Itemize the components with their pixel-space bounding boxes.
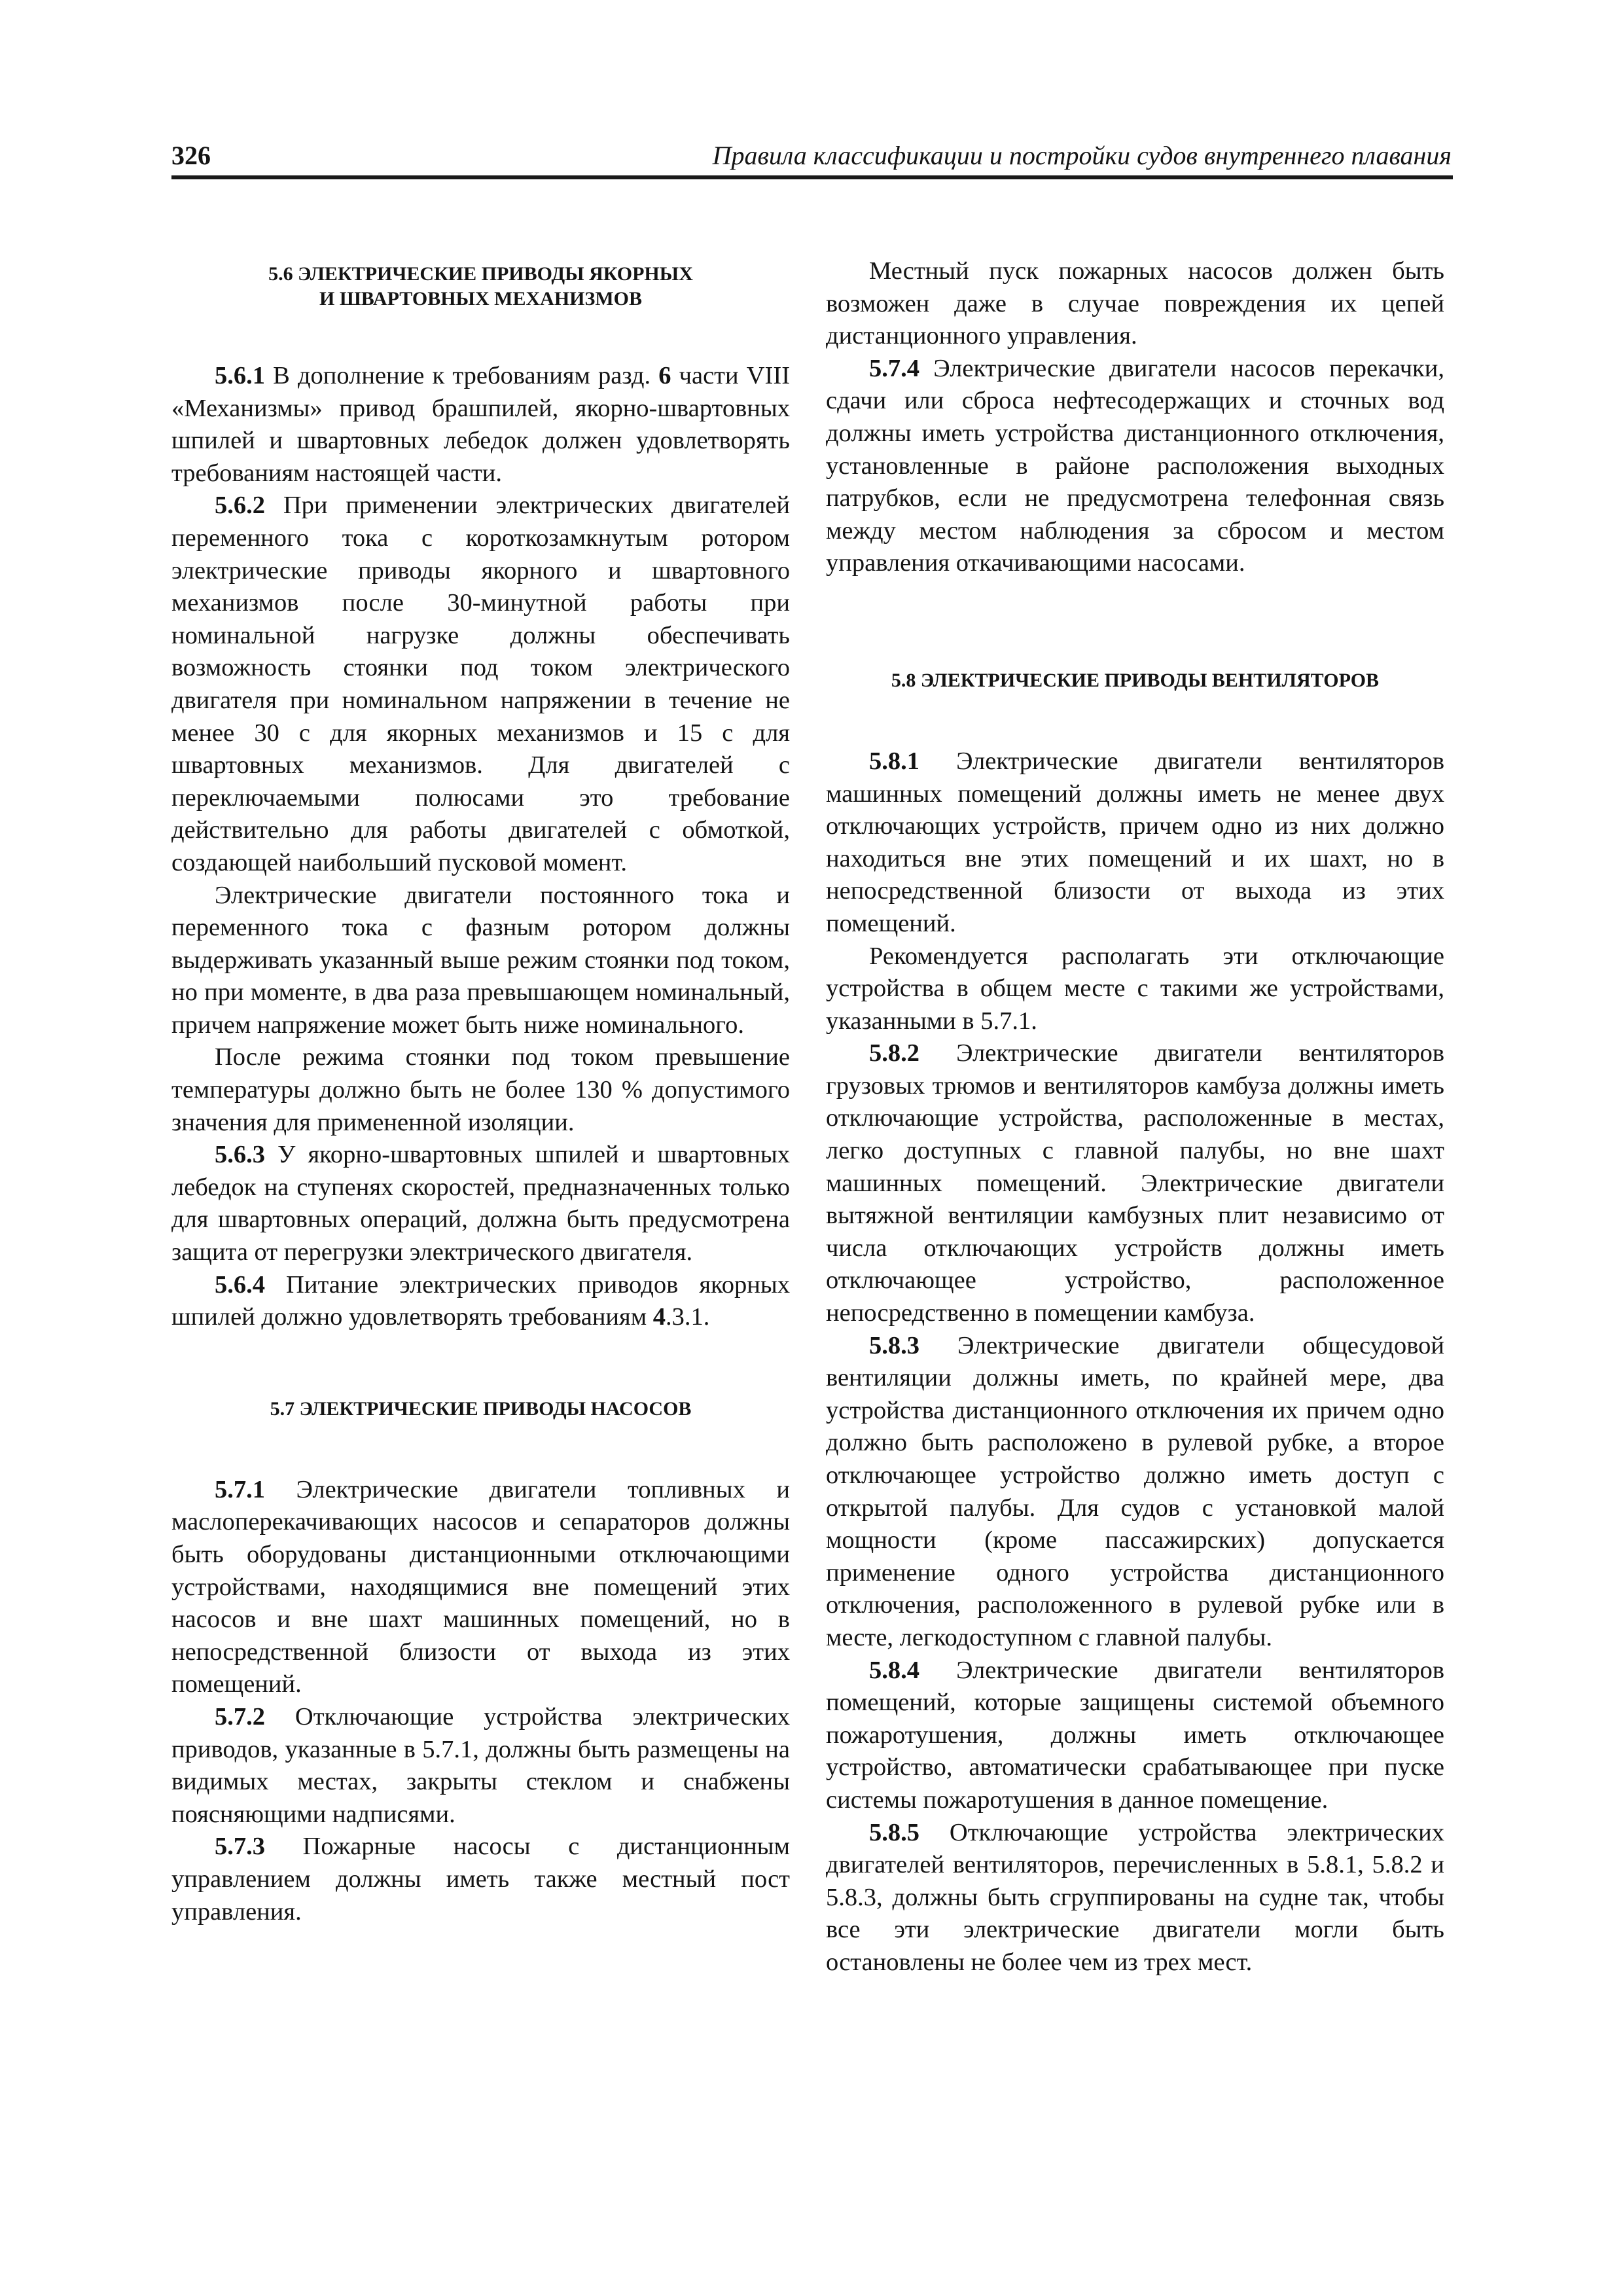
section-title-5-8: 5.8 ЭЛЕКТРИЧЕСКИЕ ПРИВОДЫ ВЕНТИЛЯТОРОВ	[891, 669, 1380, 691]
paragraph-5-7-3-b: Местный пуск пожарных насосов должен быть возможен даже в случае повреждения их цепей дистанционного управления.	[826, 257, 1444, 350]
right-column	[826, 255, 1444, 1979]
paragraph-5-7-2: 5.7.2 Отключающие устройства электрических приводов, указанные в 5.7.1, должны быть размещены на видимых местах, закрыты стеклом и снабжены поясняющими надписями.	[171, 1702, 790, 1828]
paragraph-5-8-5: 5.8.5 Отключающие устройства электрических двигателей вентиляторов, перечисленных в 5.8.1, 5.8.2 и 5.8.3, должны быть сгруппированы на судне так, чтобы все эти электрические двигатели могли быть остановлены не более чем из трех мест.	[826, 1818, 1444, 1976]
paragraph-5-6-4: 5.6.4 Питание электрических приводов якорных шпилей должно удовлетворять требованиям 4.3.1.	[171, 1270, 790, 1331]
paragraph-5-8-1: 5.8.1 Электрические двигатели вентиляторов машинных помещений должны иметь не менее двух отключающих устройств, причем одно из них должно находиться вне этих помещений и их шахт, но в непосредственной близости от выхода из этих помещений.	[826, 747, 1444, 937]
header-rule	[171, 175, 1453, 179]
running-title: Правила классификации и постройки судов внутреннего плавания	[712, 141, 1452, 170]
paragraph-5-7-1: 5.7.1 Электрические двигатели топливных и маслоперекачивающих насосов и сепараторов должны быть оборудованы дистанционными отключающими устройствами, находящимися вне помещений этих насосов и вне шахт машинных помещений, но в непосредственной близости от выхода из этих помещений.	[171, 1475, 790, 1698]
section-title-5-7: 5.7 ЭЛЕКТРИЧЕСКИЕ ПРИВОДЫ НАСОСОВ	[270, 1397, 692, 1420]
paragraph-5-6-1: 5.6.1 В дополнение к требованиям разд. 6 части VIII «Механизмы» привод брашпилей, якорно-швартовных шпилей и швартовных лебедок должен удовлетворять требованиям настоящей части.	[171, 362, 791, 487]
section-title-5-6: 5.6 ЭЛЕКТРИЧЕСКИЕ ПРИВОДЫ ЯКОРНЫХ И ШВАРТОВНЫХ МЕХАНИЗМОВ	[268, 263, 693, 310]
paragraph-5-8-4: 5.8.4 Электрические двигатели вентиляторов помещений, которые защищены системой объемного пожаротушения, должны иметь отключающее устройство, автоматически срабатывающее при пуске системы пожаротушения в данное помещение.	[826, 1656, 1444, 1814]
paragraph-5-8-3: 5.8.3 Электрические двигатели общесудовой вентиляции должны иметь, по крайней мере, два устройства дистанционного отключения их причем одно должно быть расположено в рулевой рубке, а второе отключающее устройство должно иметь доступ с открытой палубы. Для судов с установкой малой мощности (кроме пассажирских) допускается применение одного устройства дистанционного отключения, расположенного в рулевой рубке или в месте, легкодоступном с главной палубы.	[826, 1331, 1444, 1651]
paragraph-5-6-2-b: Электрические двигатели постоянного тока и переменного тока с фазным ротором должны выдерживать указанный выше режим стоянки под током, но при моменте, в два раза превышающем номинальный, причем напряжение может быть ниже номинального.	[171, 881, 790, 1039]
paragraph-5-6-3: 5.6.3 У якорно-швартовных шпилей и швартовных лебедок на ступенях скоростей, предназначенных только для швартовных операций, должна быть предусмотрена защита от перегрузки электрического двигателя.	[171, 1141, 790, 1266]
paragraph-5-8-2: 5.8.2 Электрические двигатели вентиляторов грузовых трюмов и вентиляторов камбуза должны иметь отключающие устройства, расположенные в местах, легко доступных с главной палубы, но вне шахт машинных помещений. Электрические двигатели вытяжной вентиляции камбузных плит независимо от числа отключающих устройств должны иметь отключающее устройство, расположенное непосредственно в помещении камбуза.	[826, 1039, 1444, 1327]
paragraph-5-7-4: 5.7.4 Электрические двигатели насосов перекачки, сдачи или сброса нефтесодержащих и сточных вод должны иметь устройства дистанционного отключения, установленные в районе расположения выходных патрубков, если не предусмотрена телефонная связь между местом наблюдения за сбросом и местом управления откачивающими насосами.	[826, 354, 1444, 577]
left-column	[171, 262, 790, 1928]
paragraph-5-8-1-b: Рекомендуется располагать эти отключающие устройства в общем месте с такими же устройствами, указанными в 5.7.1.	[826, 942, 1444, 1035]
paragraph-5-7-3: 5.7.3 Пожарные насосы с дистанционным управлением должны иметь также местный пост управления.	[171, 1833, 790, 1926]
page-number: 326	[171, 141, 211, 170]
paragraph-5-6-2-c: После режима стоянки под током превышение температуры должно быть не более 130 % допустимого значения для примененной изоляции.	[171, 1043, 790, 1136]
paragraph-5-6-2: 5.6.2 При применении электрических двигателей переменного тока с короткозамкнутым ротором электрические приводы якорного и швартовного механизмов после 30-минутной работы при номинальной нагрузке должны обеспечивать возможность стоянки под током электрического двигателя при номинальном напряжении в течение не менее 30 с для якорных механизмов и 15 с для швартовных механизмов. Для двигателей с переключаемыми полюсами это требование действительно для работы двигателей с обмоткой, создающей наибольший пусковой момент.	[171, 492, 790, 876]
